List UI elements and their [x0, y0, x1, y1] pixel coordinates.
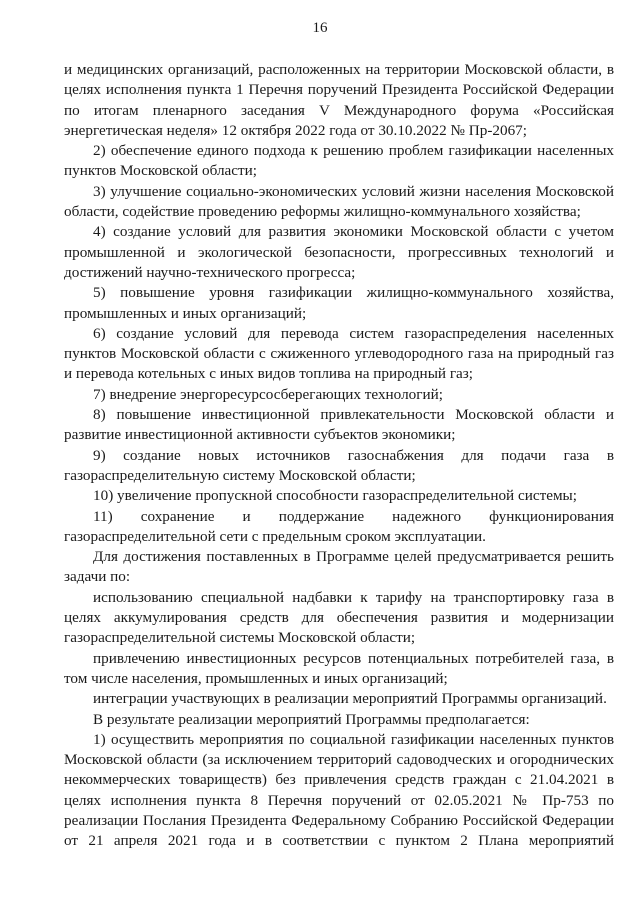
paragraph: 7) внедрение энергоресурсосберегающих технологий; — [93, 385, 443, 403]
paragraph: и медицинских организаций, расположенных на территории Московской области, в целях исполнения пункта 1 Перечня поручений Президента Российской Федерации по итогам пленарного заседания V Международного форума «Российская энергетическая неделя» 12 октября 2022 года от 30.10.2022 № Пр-2067; — [64, 61, 614, 139]
paragraph: привлечению инвестиционных ресурсов потенциальных потребителей газа, в том числе населения, промышленных и иных организаций; — [64, 649, 614, 687]
paragraph: В результате реализации мероприятий Программы предполагается: — [93, 710, 530, 728]
paragraph: 1) осуществить мероприятия по социальной газификации населенных пунктов Московской области (за исключением территорий садоводческих и огороднических некоммерческих товариществ) без привлечения средств граждан с 21.04.2021 в целях исполнения пункта 8 Перечня поручений от 02.05.2021 № Пр-753 по реализации Послания Президента Федеральному Собранию Российской Федерации от 21 апреля 2021 года и в соответствии с пунктом 2 Плана мероприятий — [64, 730, 614, 850]
paragraph: 2) обеспечение единого подхода к решению проблем газификации населенных пунктов Московской области; — [64, 142, 614, 180]
paragraph: 8) повышение инвестиционной привлекательности Московской области и развитие инвестиционной активности субъектов экономики; — [64, 406, 614, 444]
paragraph: 5) повышение уровня газификации жилищно-коммунального хозяйства, промышленных и иных организаций; — [64, 284, 614, 322]
paragraph: 11) сохранение и поддержание надежного функционирования газораспределительной сети с предельным сроком эксплуатации. — [64, 507, 614, 545]
paragraph: использованию специальной надбавки к тарифу на транспортировку газа в целях аккумулирования средств для обеспечения развития и модернизации газораспределительной системы Московской области; — [64, 588, 614, 647]
document-body — [64, 60, 614, 852]
paragraph: 4) создание условий для развития экономики Московской области с учетом промышленной и экологической безопасности, прогрессивных технологий и достижений научно-технического прогресса; — [64, 223, 614, 281]
paragraph: интеграции участвующих в реализации мероприятий Программы организаций. — [93, 690, 607, 708]
paragraph: 10) увеличение пропускной способности газораспределительной системы; — [93, 487, 577, 505]
paragraph: 9) создание новых источников газоснабжения для подачи газа в газораспределительную систему Московской области; — [64, 446, 614, 484]
paragraph: 3) улучшение социально-экономических условий жизни населения Московской области, содействие проведению реформы жилищно-коммунального хозяйства; — [64, 182, 614, 221]
paragraph: Для достижения поставленных в Программе целей предусматривается решить задачи по: — [64, 548, 614, 586]
page-number: 16 — [312, 20, 328, 36]
paragraph: 6) создание условий для перевода систем газораспределения населенных пунктов Московской области с сжиженного углеводородного газа на природный газ и перевода котельных с иных видов топлива на природный газ; — [64, 324, 614, 383]
